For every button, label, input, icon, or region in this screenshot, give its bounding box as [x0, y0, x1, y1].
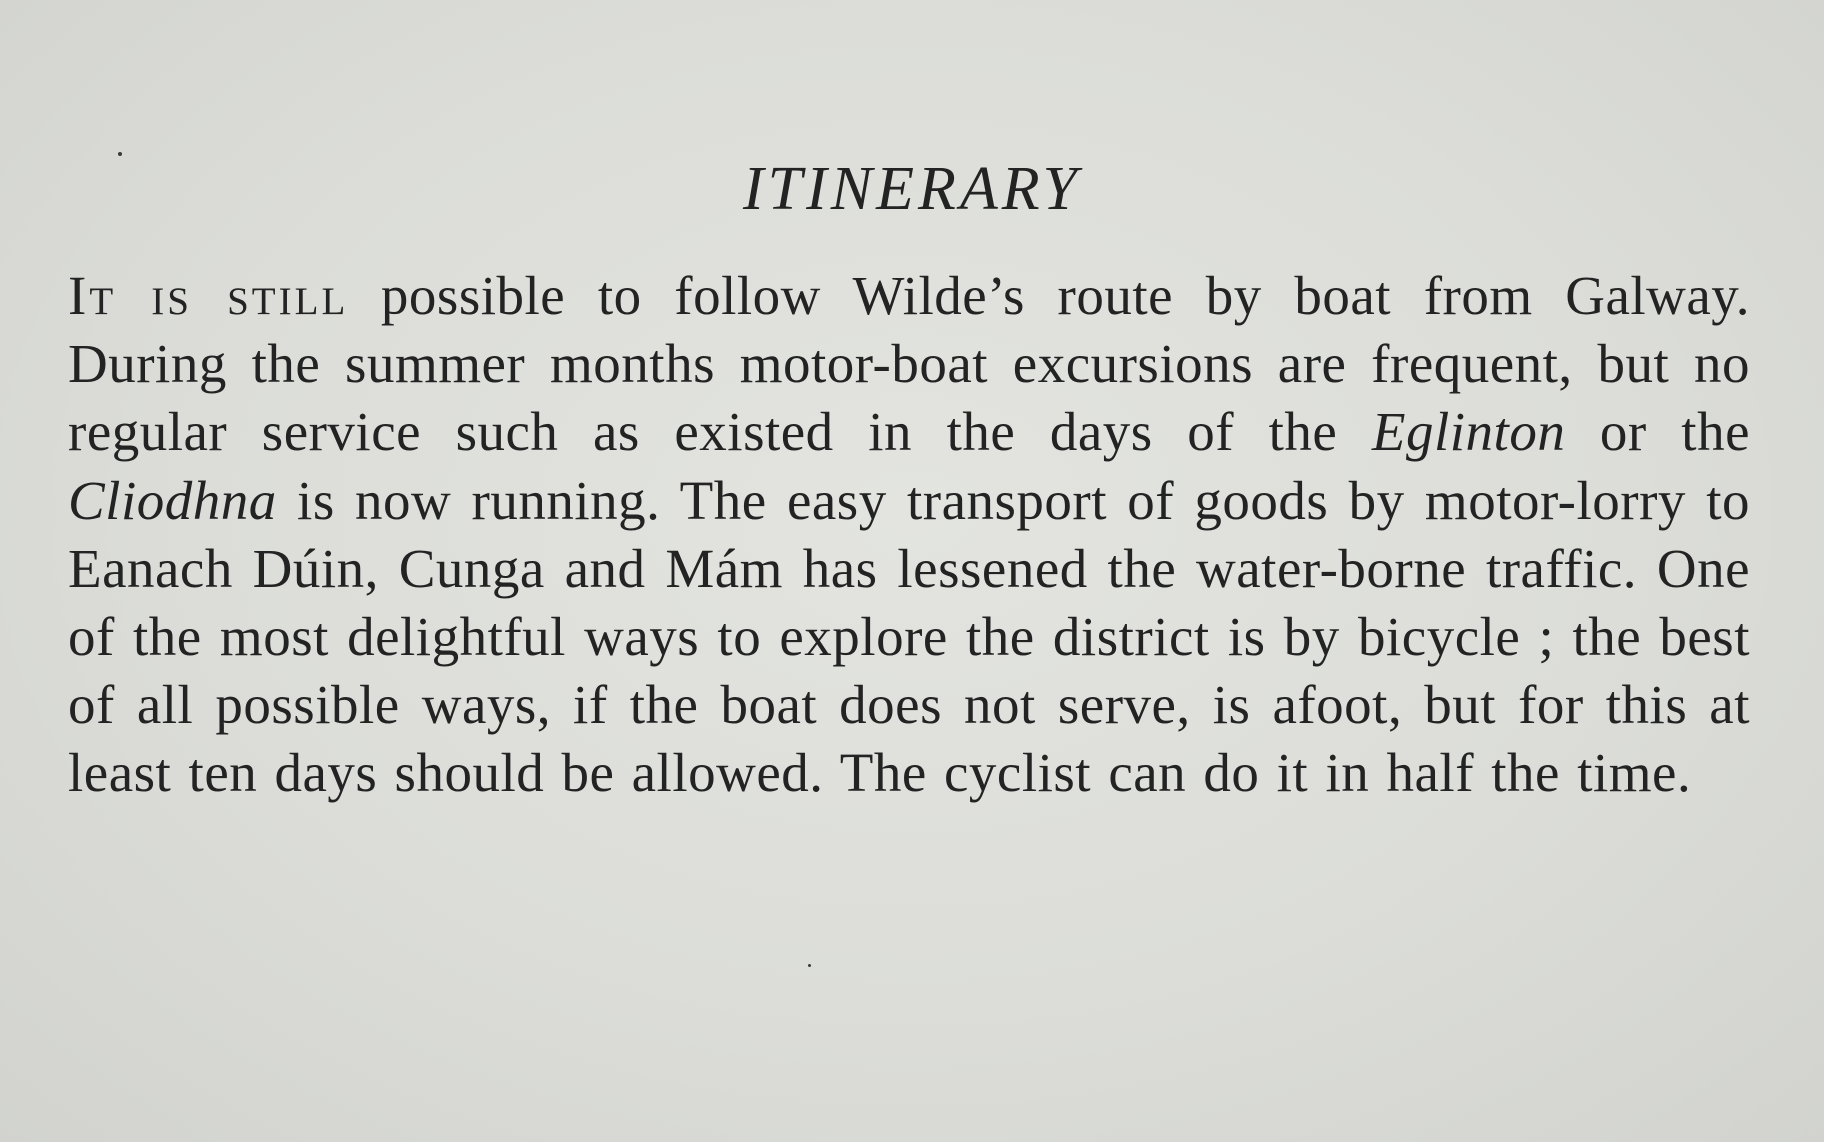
paper-speck [808, 964, 811, 967]
ship-name-eglinton: Eglinton [1371, 401, 1566, 463]
small-caps-lead: It is still [68, 265, 349, 326]
text-run: is now running. The easy transport of goods by motor-lorry to Eanach Dúin, Cunga and Mám has lessened the water-borne traffic. One of the most delightful ways to explore the district is by bicycle ; the best of all possible ways, if the boat does not serve, is afoot, but for this at least ten days should be allowed. The cyclist can do it in half the time. [68, 469, 1750, 804]
text-run: possible to follow Wilde’s route by boat from Galway. During the summer months motor-boat excursions are frequent, but no regular service such as existed in the days of the [68, 265, 1750, 463]
page-heading: ITINERARY [743, 155, 1081, 223]
ship-name-cliodhna: Cliodhna [68, 469, 277, 531]
paper-speck [118, 152, 122, 156]
text-run: or the [1565, 401, 1750, 463]
body-paragraph [68, 262, 1750, 808]
